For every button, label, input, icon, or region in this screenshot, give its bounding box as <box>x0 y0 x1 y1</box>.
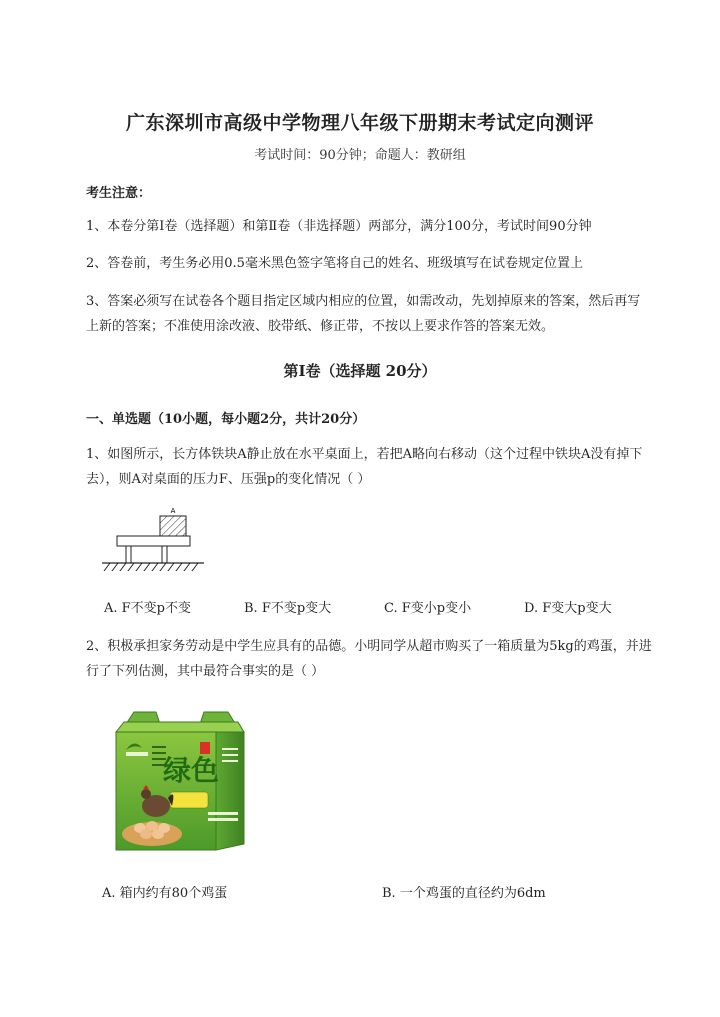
option-a[interactable]: A. 箱内约有80个鸡蛋 <box>102 886 228 901</box>
notice-item: 3、答案必须写在试卷各个题目指定区域内相应的位置，如需改动，先划掉原来的答案，然后再写上新的答案；不准使用涂改液、胶带纸、修正带，不按以上要求作答的答案无效。 <box>86 294 641 334</box>
option-c[interactable]: C. F变小p变小 <box>384 601 472 616</box>
table-leg <box>162 546 167 563</box>
question-2-text: 2、积极承担家务劳动是中学生应具有的品德。小明同学从超市购买了一箱质量为5kg的鸡蛋，并进行了下列估测，其中最符合事实的是（ ） <box>86 639 652 679</box>
question-1-text: 1、如图所示，长方体铁块A静止放在水平桌面上，若把A略向右移动（这个过程中铁块A没有掉下去），则A对桌面的压力F、压强p的变化情况（ ） <box>86 447 643 487</box>
iron-block-a <box>160 516 186 536</box>
section-title: 第I卷（选择题 20分） <box>283 362 437 380</box>
box-brand-text: 绿色 <box>162 754 220 787</box>
block-label: A <box>170 507 176 515</box>
exam-info: 考试时间：90分钟；命题人：教研组 <box>254 148 466 163</box>
table-leg <box>126 546 131 563</box>
ground-hatching <box>104 563 198 571</box>
option-b[interactable]: B. 一个鸡蛋的直径约为6dm <box>382 886 546 901</box>
notice-item: 2、答卷前，考生务必用0.5毫米黑色签字笔将自己的姓名、班级填写在试卷规定位置上 <box>86 256 583 271</box>
table-top <box>117 536 190 546</box>
question-1-options <box>104 597 664 616</box>
notice-heading: 考生注意： <box>86 186 152 201</box>
option-d[interactable]: D. F变大p变大 <box>524 601 612 616</box>
egg-box-image <box>112 708 247 853</box>
question-2-options <box>102 882 662 901</box>
option-a[interactable]: A. F不变p不变 <box>104 601 191 616</box>
notice-item: 1、本卷分第I卷（选择题）和第Ⅱ卷（非选择题）两部分，满分100分，考试时间90分钟 <box>86 219 592 234</box>
question-type-heading: 一、单选题（10小题，每小题2分，共计20分） <box>86 412 366 427</box>
page-title: 广东深圳市高级中学物理八年级下册期末考试定向测评 <box>125 112 594 134</box>
option-b[interactable]: B. F不变p变大 <box>244 601 332 616</box>
question-1-figure <box>100 505 210 577</box>
